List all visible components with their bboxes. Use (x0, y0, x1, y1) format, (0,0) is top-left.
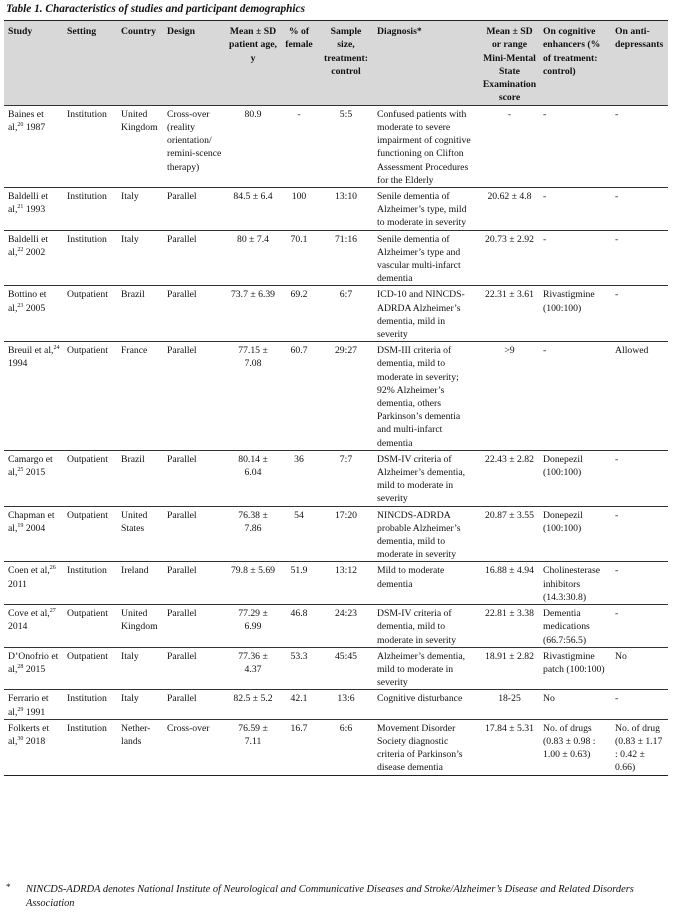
cell-sample-size: 71:16 (317, 230, 373, 286)
header-mmse: Mean ± SD or range Mini-Mental State Examination score (478, 21, 539, 106)
cell-design: Parallel (163, 647, 225, 690)
cell-study (4, 506, 63, 562)
cell-sample-size: 29:27 (317, 342, 373, 451)
header-age: Mean ± SD patient age, y (225, 21, 279, 106)
footnote (6, 883, 666, 910)
header-setting: Setting (63, 21, 117, 106)
cell-antidepressants: - (611, 605, 668, 648)
reference-number: 28 (17, 663, 24, 670)
cell-country: United States (117, 506, 163, 562)
header-diagnosis: Diagnosis* (373, 21, 478, 106)
cell-cognitive-enhancers: Donepezil (100:100) (539, 450, 611, 506)
cell-cognitive-enhancers: Cholinesterase inhibitors (14.3:30.8) (539, 562, 611, 605)
reference-number: 21 (17, 203, 24, 210)
cell-cognitive-enhancers: Rivastigmine patch (100:100) (539, 647, 611, 690)
study-author: Ferrario et al, (8, 693, 49, 718)
header-design: Design (163, 21, 225, 106)
header-country: Country (117, 21, 163, 106)
cell-age: 80 ± 7.4 (225, 230, 279, 286)
cell-design: Cross-over (163, 719, 225, 775)
cell-setting: Institution (63, 719, 117, 775)
reference-number: 27 (49, 607, 56, 614)
cell-study (4, 690, 63, 719)
cell-female: 70.1 (279, 230, 317, 286)
cell-female: 54 (279, 506, 317, 562)
study-year: 2002 (23, 246, 46, 258)
cell-female: - (279, 105, 317, 187)
cell-antidepressants: No. of drug (0.83 ± 1.17 : 0.42 ± 0.66) (611, 719, 668, 775)
cell-study (4, 647, 63, 690)
footnote-text: NINCDS-ADRDA denotes National Institute of Neurological and Communicative Diseases and Stroke/Alzheimer’s Disease and Related Disorders Association (26, 884, 634, 909)
cell-design: Parallel (163, 690, 225, 719)
study-author: Folkerts et al, (8, 722, 50, 747)
cell-antidepressants: - (611, 562, 668, 605)
cell-setting: Institution (63, 690, 117, 719)
study-author: Coen et al, (8, 565, 50, 577)
cell-mmse: 22.43 ± 2.82 (478, 450, 539, 506)
cell-mmse: 20.87 ± 3.55 (478, 506, 539, 562)
cell-age: 73.7 ± 6.39 (225, 286, 279, 342)
study-author: Camargo et al, (8, 453, 53, 479)
reference-number: 23 (17, 302, 24, 309)
reference-number: 24 (53, 345, 60, 351)
reference-number: 22 (17, 246, 24, 253)
table-row (4, 188, 668, 231)
cell-female: 69.2 (279, 286, 317, 342)
cell-design: Cross-over (reality orientation/ remini-scence therapy) (163, 105, 225, 187)
cell-setting: Institution (63, 105, 117, 187)
cell-country: Nether-lands (117, 719, 163, 775)
cell-female: 42.1 (279, 690, 317, 719)
study-author: D’Onofrio et al, (8, 650, 59, 675)
cell-antidepressants: - (611, 105, 668, 187)
cell-cognitive-enhancers: No (539, 690, 611, 719)
cell-mmse: 20.62 ± 4.8 (478, 188, 539, 231)
cell-female: 100 (279, 188, 317, 231)
cell-cognitive-enhancers: No. of drugs (0.83 ± 0.98 : 1.00 ± 0.63) (539, 719, 611, 775)
cell-design: Parallel (163, 562, 225, 605)
cell-cognitive-enhancers: - (539, 188, 611, 231)
cell-sample-size: 6:7 (317, 286, 373, 342)
cell-country: Ireland (117, 562, 163, 605)
table-row (4, 506, 668, 562)
cell-study (4, 105, 63, 187)
table-row (4, 230, 668, 286)
cell-country: Italy (117, 690, 163, 719)
cell-setting: Outpatient (63, 450, 117, 506)
study-author: Baldelli et al, (8, 191, 49, 216)
cell-sample-size: 24:23 (317, 605, 373, 648)
reference-number: 20 (17, 121, 24, 128)
header-antidepressants: On anti-depressants (611, 21, 668, 106)
cell-country: Italy (117, 230, 163, 286)
reference-number: 25 (17, 466, 24, 473)
cell-age: 84.5 ± 6.4 (225, 188, 279, 231)
cell-antidepressants: Allowed (611, 342, 668, 451)
header-female: % of female (279, 21, 317, 106)
cell-setting: Institution (63, 562, 117, 605)
cell-diagnosis: Movement Disorder Society diagnostic criteria of Parkinson’s disease dementia (373, 719, 478, 775)
study-author: Breuil et al, (8, 345, 54, 357)
study-year: 2015 (23, 467, 46, 479)
cell-diagnosis: Senile dementia of Alzheimer’s type, mild to moderate in severity (373, 188, 478, 231)
cell-study (4, 562, 63, 605)
cell-antidepressants: - (611, 506, 668, 562)
cell-mmse: 18.91 ± 2.82 (478, 647, 539, 690)
cell-age: 76.59 ± 7.11 (225, 719, 279, 775)
study-year: 2015 (23, 663, 46, 675)
cell-country: Italy (117, 188, 163, 231)
cell-age: 77.29 ± 6.99 (225, 605, 279, 648)
cell-sample-size: 5:5 (317, 105, 373, 187)
cell-country: France (117, 342, 163, 451)
cell-country: United Kingdom (117, 105, 163, 187)
cell-setting: Outpatient (63, 342, 117, 451)
cell-mmse: - (478, 105, 539, 187)
cell-sample-size: 17:20 (317, 506, 373, 562)
study-author: Baines et al, (8, 108, 44, 133)
cell-setting: Outpatient (63, 506, 117, 562)
cell-female: 60.7 (279, 342, 317, 451)
cell-diagnosis: Cognitive disturbance (373, 690, 478, 719)
cell-age: 80.14 ± 6.04 (225, 450, 279, 506)
table-row (4, 450, 668, 506)
cell-country: Brazil (117, 450, 163, 506)
reference-number: 26 (49, 565, 56, 572)
cell-cognitive-enhancers: Donepezil (100:100) (539, 506, 611, 562)
cell-design: Parallel (163, 342, 225, 451)
cell-antidepressants: - (611, 286, 668, 342)
study-year: 2018 (23, 735, 46, 747)
cell-diagnosis: Senile dementia of Alzheimer’s type and vascular multi-infarct dementia (373, 230, 478, 286)
cell-female: 53.3 (279, 647, 317, 690)
table-row (4, 605, 668, 648)
cell-antidepressants: - (611, 690, 668, 719)
cell-study (4, 286, 63, 342)
reference-number: 29 (17, 706, 24, 713)
cell-diagnosis: Confused patients with moderate to severe impairment of cognitive functioning on Clifton Assessment Procedures for the Elderly (373, 105, 478, 187)
cell-mmse: 17.84 ± 5.31 (478, 719, 539, 775)
cell-female: 36 (279, 450, 317, 506)
study-year: 2014 (8, 621, 28, 633)
header-study: Study (4, 21, 63, 106)
cell-female: 51.9 (279, 562, 317, 605)
cell-antidepressants: - (611, 230, 668, 286)
cell-cognitive-enhancers: - (539, 342, 611, 451)
cell-age: 79.8 ± 5.69 (225, 562, 279, 605)
table-row (4, 562, 668, 605)
cell-diagnosis: DSM-III criteria of dementia, mild to moderate in severity; 92% Alzheimer’s dementia, others Parkinson’s dementia and multi-infarct dementia (373, 342, 478, 451)
cell-setting: Institution (63, 230, 117, 286)
cell-diagnosis: Alzheimer’s dementia, mild to moderate in severity (373, 647, 478, 690)
cell-age: 80.9 (225, 105, 279, 187)
table-row (4, 690, 668, 719)
cell-setting: Outpatient (63, 286, 117, 342)
study-year: 1994 (8, 358, 28, 370)
cell-diagnosis: DSM-IV criteria of dementia, mild to moderate in severity (373, 605, 478, 648)
study-author: Baldelli et al, (8, 233, 49, 258)
reference-number: 30 (17, 735, 24, 742)
footnote-marker: * (6, 882, 11, 892)
cell-age: 77.15 ± 7.08 (225, 342, 279, 451)
cell-study (4, 605, 63, 648)
cell-sample-size: 7:7 (317, 450, 373, 506)
characteristics-table (4, 20, 668, 776)
cell-setting: Outpatient (63, 605, 117, 648)
study-year: 2005 (23, 302, 46, 314)
study-author: Chapman et al, (8, 509, 55, 534)
table-caption: Table 1. Characteristics of studies and participant demographics (6, 3, 305, 15)
cell-antidepressants: - (611, 450, 668, 506)
cell-age: 82.5 ± 5.2 (225, 690, 279, 719)
cell-mmse: 22.81 ± 3.38 (478, 605, 539, 648)
cell-sample-size: 13:12 (317, 562, 373, 605)
cell-design: Parallel (163, 286, 225, 342)
study-year: 1991 (23, 706, 46, 718)
table-row (4, 342, 668, 451)
cell-cognitive-enhancers: Rivastigmine (100:100) (539, 286, 611, 342)
cell-sample-size: 6:6 (317, 719, 373, 775)
cell-diagnosis: DSM-IV criteria of Alzheimer’s dementia, mild to moderate in severity (373, 450, 478, 506)
cell-design: Parallel (163, 230, 225, 286)
cell-antidepressants: - (611, 188, 668, 231)
study-year: 1993 (23, 204, 46, 216)
cell-setting: Institution (63, 188, 117, 231)
cell-mmse: >9 (478, 342, 539, 451)
header-cognitive-enhancers: On cognitive enhancers (% of treatment: control) (539, 21, 611, 106)
cell-study (4, 188, 63, 231)
table-row (4, 719, 668, 775)
study-year: 1987 (23, 121, 46, 133)
cell-design: Parallel (163, 506, 225, 562)
cell-age: 76.38 ± 7.86 (225, 506, 279, 562)
study-author: Bottino et al, (8, 289, 47, 314)
cell-country: Italy (117, 647, 163, 690)
cell-cognitive-enhancers: Dementia medications (66.7:56.5) (539, 605, 611, 648)
cell-age: 77.36 ± 4.37 (225, 647, 279, 690)
table-row (4, 286, 668, 342)
table-header-row (4, 21, 668, 106)
cell-female: 16.7 (279, 719, 317, 775)
cell-cognitive-enhancers: - (539, 230, 611, 286)
cell-country: Brazil (117, 286, 163, 342)
cell-design: Parallel (163, 450, 225, 506)
reference-number: 19 (17, 522, 24, 529)
cell-diagnosis: ICD-10 and NINCDS-ADRDA Alzheimer’s dementia, mild in severity (373, 286, 478, 342)
cell-design: Parallel (163, 605, 225, 648)
cell-study (4, 450, 63, 506)
cell-sample-size: 13:10 (317, 188, 373, 231)
study-author: Cove et al, (8, 608, 50, 620)
cell-diagnosis: NINCDS-ADRDA probable Alzheimer’s dementia, mild to moderate in severity (373, 506, 478, 562)
cell-mmse: 20.73 ± 2.92 (478, 230, 539, 286)
header-sample-size: Sample size, treatment: control (317, 21, 373, 106)
cell-mmse: 22.31 ± 3.61 (478, 286, 539, 342)
cell-cognitive-enhancers: - (539, 105, 611, 187)
cell-study (4, 719, 63, 775)
cell-diagnosis: Mild to moderate dementia (373, 562, 478, 605)
cell-study (4, 230, 63, 286)
table-row (4, 647, 668, 690)
study-year: 2004 (23, 522, 46, 534)
table-body (4, 105, 668, 775)
cell-sample-size: 13:6 (317, 690, 373, 719)
cell-setting: Outpatient (63, 647, 117, 690)
cell-country: United Kingdom (117, 605, 163, 648)
cell-design: Parallel (163, 188, 225, 231)
cell-mmse: 16.88 ± 4.94 (478, 562, 539, 605)
study-year: 2011 (8, 578, 28, 590)
cell-female: 46.8 (279, 605, 317, 648)
cell-sample-size: 45:45 (317, 647, 373, 690)
cell-antidepressants: No (611, 647, 668, 690)
cell-mmse: 18-25 (478, 690, 539, 719)
table-row (4, 105, 668, 187)
cell-study (4, 342, 63, 451)
